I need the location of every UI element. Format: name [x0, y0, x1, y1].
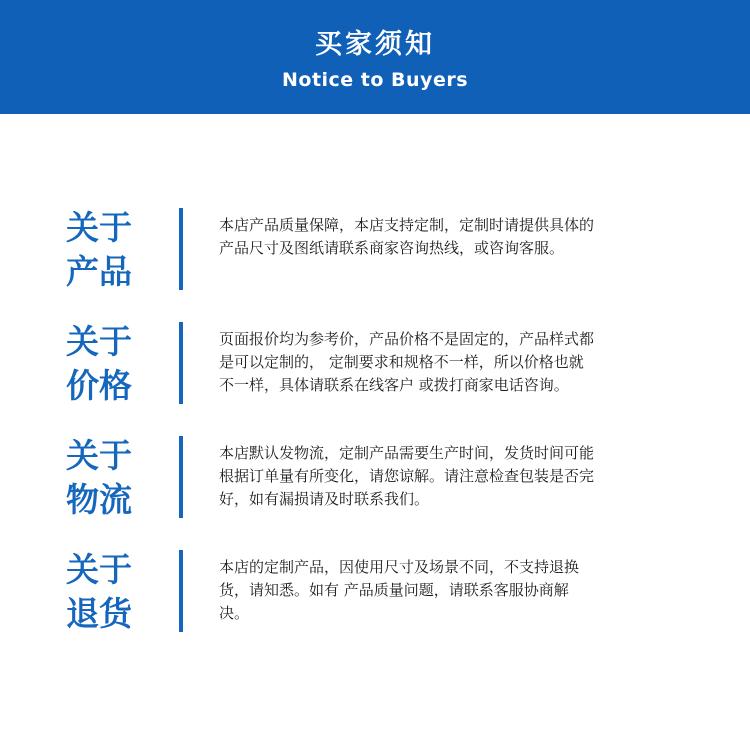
section-text-line: 本店默认发物流，定制产品需要生产时间，发货时间可能	[219, 444, 595, 462]
section-divider	[179, 436, 183, 518]
section-divider	[179, 322, 183, 404]
section-heading-line1: 关于	[66, 208, 132, 247]
section-text-line: 本店的定制产品，因使用尺寸及场景不同，不支持退换	[219, 558, 580, 576]
section-divider	[179, 208, 183, 290]
section-text	[219, 328, 694, 397]
section-text	[219, 556, 694, 625]
section-text-line: 好，如有漏损请及时联系我们。	[219, 490, 430, 508]
section-product	[0, 206, 750, 296]
section-price	[0, 320, 750, 410]
section-text-line: 页面报价均为参考价，产品价格不是固定的，产品样式都	[219, 330, 595, 348]
section-heading	[66, 548, 146, 636]
page-title: 买家须知	[315, 29, 435, 60]
section-text-line: 根据订单量有所变化，请您谅解。请注意检查包装是否完	[219, 467, 595, 485]
section-heading-line2: 产品	[66, 252, 132, 291]
section-heading-line2: 物流	[66, 480, 132, 519]
section-heading-line1: 关于	[66, 436, 132, 475]
section-heading-line2: 退货	[66, 594, 132, 633]
section-text-line: 不一样，具体请联系在线客户 或拨打商家电话咨询。	[219, 376, 569, 394]
section-heading	[66, 434, 146, 522]
section-heading-line1: 关于	[66, 322, 132, 361]
section-text-line: 是可以定制的， 定制要求和规格不一样，所以价格也就	[219, 353, 584, 371]
section-text-line: 本店产品质量保障，本店支持定制，定制时请提供具体的	[219, 216, 595, 234]
section-divider	[179, 550, 183, 632]
section-logistics	[0, 434, 750, 524]
section-text-line: 产品尺寸及图纸请联系商家咨询热线，或咨询客服。	[219, 239, 565, 257]
section-text-line: 决。	[219, 604, 250, 622]
section-heading	[66, 320, 146, 408]
section-heading-line1: 关于	[66, 550, 132, 589]
header-banner	[0, 0, 750, 114]
section-text	[219, 442, 694, 511]
section-text-line: 货，请知悉。如有 产品质量问题，请联系客服协商解	[219, 581, 569, 599]
section-returns	[0, 548, 750, 638]
section-text	[219, 214, 694, 260]
page-subtitle: Notice to Buyers	[281, 69, 469, 91]
section-heading	[66, 206, 146, 294]
section-heading-line2: 价格	[66, 366, 132, 405]
